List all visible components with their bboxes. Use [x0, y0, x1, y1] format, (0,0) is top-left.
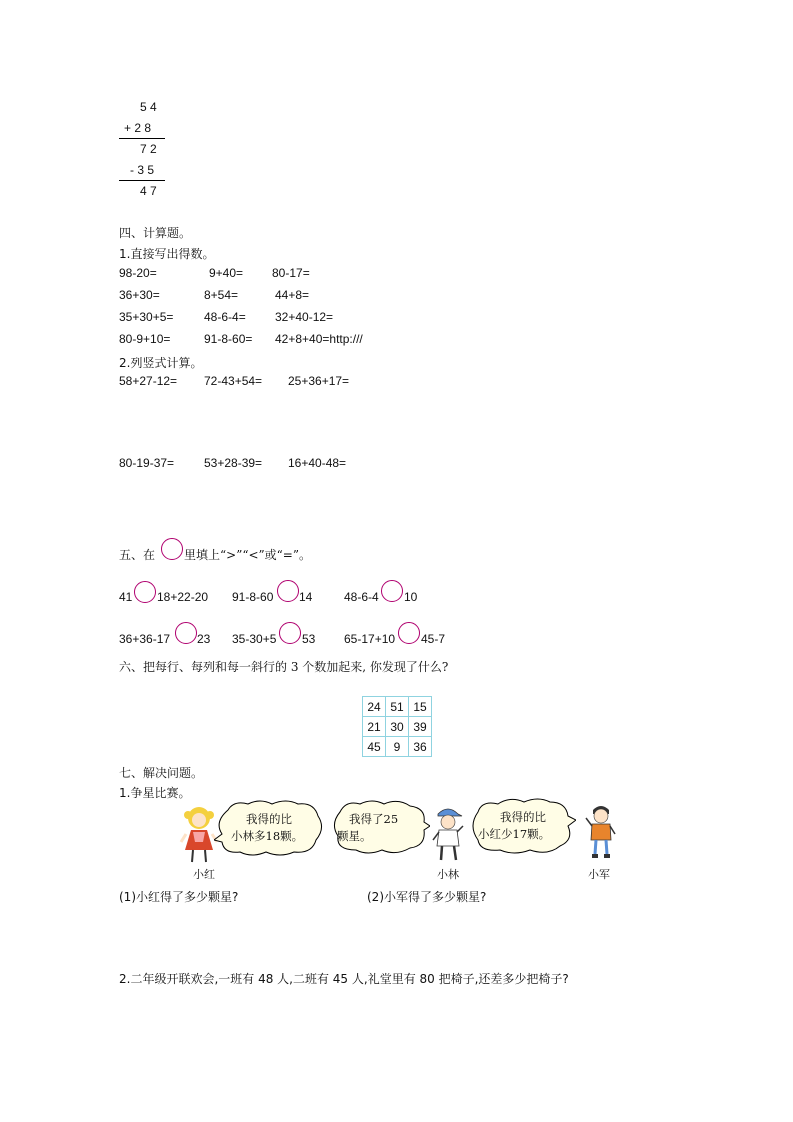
vcalc-r1-c1: 53+28-39= [204, 456, 263, 470]
compare-left: 41 [119, 590, 133, 604]
vertical-line-1: 5 4 [140, 100, 157, 114]
section6-title: 六、把每行、每列和每一斜行的 3 个数加起来, 你发现了什么? [119, 660, 449, 674]
compare-right: 14 [299, 590, 313, 604]
grid-cell: 21 [363, 717, 386, 737]
compare-left: 91-8-60 [232, 590, 274, 604]
compare-circle-input[interactable] [134, 581, 156, 603]
question1b: (2)小军得了多少颗星? [367, 890, 487, 904]
section4-sub1: 1.直接写出得数。 [119, 247, 215, 261]
vertical-rule-1 [119, 138, 165, 139]
calc-r3-c2: 42+8+40=http:/// [275, 332, 363, 346]
compare-circle-input[interactable] [381, 580, 403, 602]
bubble1-line2: 小林多18颗。 [231, 829, 304, 843]
section5-title-suffix: 里填上“>”“<”或“=”。 [184, 548, 311, 562]
compare-left: 35-30+5 [232, 632, 277, 646]
compare-circle-input[interactable] [279, 622, 301, 644]
calc-r2-c1: 48-6-4= [204, 310, 246, 324]
vcalc-r0-c1: 72-43+54= [204, 374, 263, 388]
grid-cell: 15 [409, 697, 432, 717]
grid-cell: 30 [386, 717, 409, 737]
bubble2-line1: 我得了25 [349, 812, 399, 826]
calc-r0-c1: 9+40= [209, 266, 244, 280]
bubble2-line2: 颗星。 [337, 829, 372, 843]
grid-cell: 24 [363, 697, 386, 717]
calc-r3-c0: 80-9+10= [119, 332, 171, 346]
calc-r2-c0: 35+30+5= [119, 310, 174, 324]
compare-left: 36+36-17 [119, 632, 171, 646]
calc-r1-c0: 36+30= [119, 288, 160, 302]
name-xiaohong: 小红 [193, 868, 215, 881]
name-xiaojun: 小军 [588, 868, 610, 881]
vcalc-r1-c2: 16+40-48= [288, 456, 347, 470]
magic-square-grid [362, 696, 432, 757]
compare-circle-input[interactable] [277, 580, 299, 602]
grid-cell: 9 [386, 737, 409, 757]
name-xiaolin: 小林 [437, 868, 459, 881]
compare-left: 48-6-4 [344, 590, 379, 604]
question1-title: 1.争星比赛。 [119, 786, 191, 800]
section4-title: 四、计算题。 [119, 226, 192, 240]
grid-cell: 51 [386, 697, 409, 717]
calc-r2-c2: 32+40-12= [275, 310, 334, 324]
boy-icon [584, 802, 618, 862]
vertical-line-4: - 3 5 [130, 163, 155, 177]
vcalc-r0-c2: 25+36+17= [288, 374, 350, 388]
compare-right: 23 [197, 632, 211, 646]
vertical-line-2: + 2 8 [124, 121, 152, 135]
vertical-line-5: 4 7 [140, 184, 157, 198]
section5-title-prefix: 五、在 [119, 548, 156, 562]
question2: 2.二年级开联欢会,一班有 48 人,二班有 45 人,礼堂里有 80 把椅子,还差多少把椅子? [119, 972, 569, 986]
grid-cell: 45 [363, 737, 386, 757]
grid-cell: 39 [409, 717, 432, 737]
calc-r1-c2: 44+8= [275, 288, 310, 302]
vcalc-r0-c0: 58+27-12= [119, 374, 178, 388]
calc-r0-c0: 98-20= [119, 266, 157, 280]
answer-circle-icon [161, 538, 183, 560]
compare-right: 53 [302, 632, 316, 646]
boy-cap-icon [430, 806, 466, 864]
section4-sub2: 2.列竖式计算。 [119, 356, 203, 370]
calc-r3-c1: 91-8-60= [204, 332, 253, 346]
compare-circle-input[interactable] [175, 622, 197, 644]
section7-title: 七、解决问题。 [119, 766, 204, 780]
compare-left: 65-17+10 [344, 632, 396, 646]
compare-right: 45-7 [421, 632, 446, 646]
vcalc-r1-c0: 80-19-37= [119, 456, 175, 470]
bubble3-line1: 我得的比 [500, 810, 546, 824]
bubble1-line1: 我得的比 [246, 812, 292, 826]
grid-cell: 36 [409, 737, 432, 757]
compare-right: 18+22-20 [157, 590, 209, 604]
compare-right: 10 [404, 590, 418, 604]
vertical-line-3: 7 2 [140, 142, 157, 156]
bubble3-line2: 小红少17颗。 [478, 827, 551, 841]
compare-circle-input[interactable] [398, 622, 420, 644]
question1a: (1)小红得了多少颗星? [119, 890, 239, 904]
vertical-rule-2 [119, 180, 165, 181]
calc-r0-c2: 80-17= [272, 266, 310, 280]
calc-r1-c1: 8+54= [204, 288, 239, 302]
